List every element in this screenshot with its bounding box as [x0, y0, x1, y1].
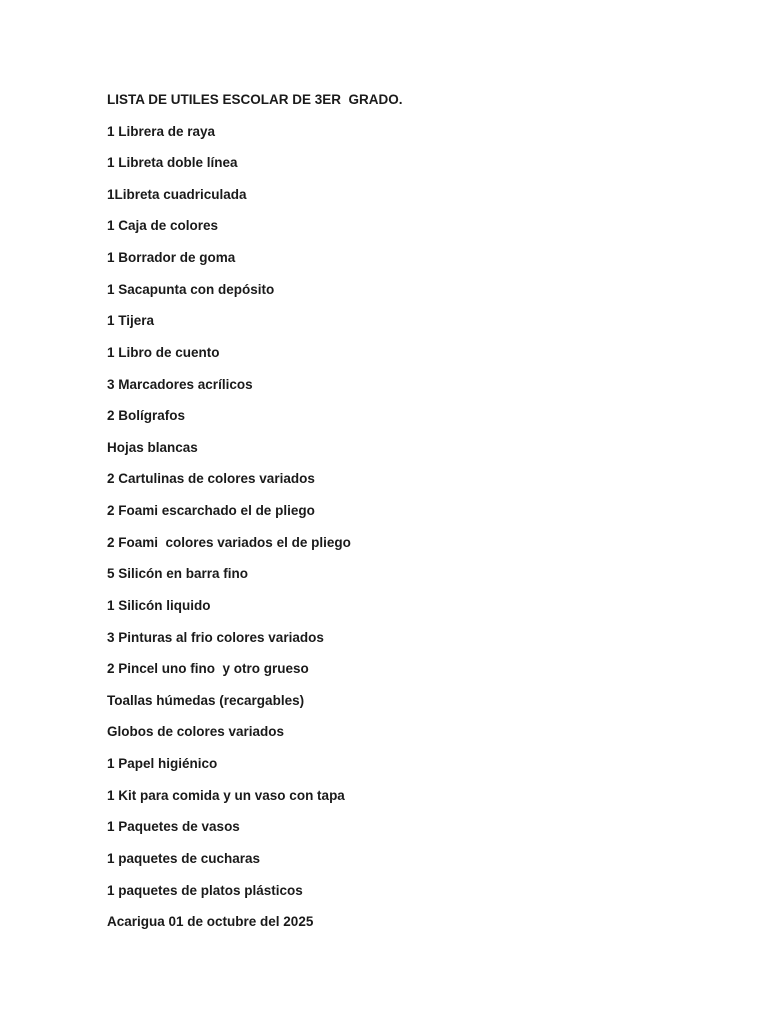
list-item: 1 Tijera [107, 313, 155, 328]
list-item: 1 Borrador de goma [107, 250, 236, 265]
list-item: 1 Sacapunta con depósito [107, 282, 275, 297]
list-item: 2 Bolígrafos [107, 408, 186, 423]
list-item: 1 Caja de colores [107, 218, 219, 233]
list-item: Toallas húmedas (recargables) [107, 693, 305, 708]
list-item: 1 Silicón liquido [107, 598, 211, 613]
list-item: 2 Foami escarchado el de pliego [107, 503, 315, 518]
list-item: 1 Libreta doble línea [107, 155, 238, 170]
list-item: 1 Paquetes de vasos [107, 819, 240, 834]
list-item: 1 Papel higiénico [107, 756, 218, 771]
list-item: 1 paquetes de cucharas [107, 851, 261, 866]
list-item: 3 Marcadores acrílicos [107, 377, 253, 392]
list-item: 1 Kit para comida y un vaso con tapa [107, 788, 345, 803]
list-item: Globos de colores variados [107, 724, 285, 739]
list-item: 1 Libro de cuento [107, 345, 220, 360]
list-item: 1 Librera de raya [107, 124, 216, 139]
list-item: 5 Silicón en barra fino [107, 566, 249, 581]
list-item: 1 paquetes de platos plásticos [107, 883, 303, 898]
list-item: Hojas blancas [107, 440, 198, 455]
list-item: 3 Pinturas al frio colores variados [107, 630, 324, 645]
list-item: 1Libreta cuadriculada [107, 187, 247, 202]
document-title: LISTA DE UTILES ESCOLAR DE 3ER GRADO. [107, 92, 403, 107]
list-item: 2 Cartulinas de colores variados [107, 471, 315, 486]
list-item: 2 Pincel uno fino y otro grueso [107, 661, 309, 676]
list-item: 2 Foami colores variados el de pliego [107, 535, 351, 550]
document-footer: Acarigua 01 de octubre del 2025 [107, 914, 314, 929]
